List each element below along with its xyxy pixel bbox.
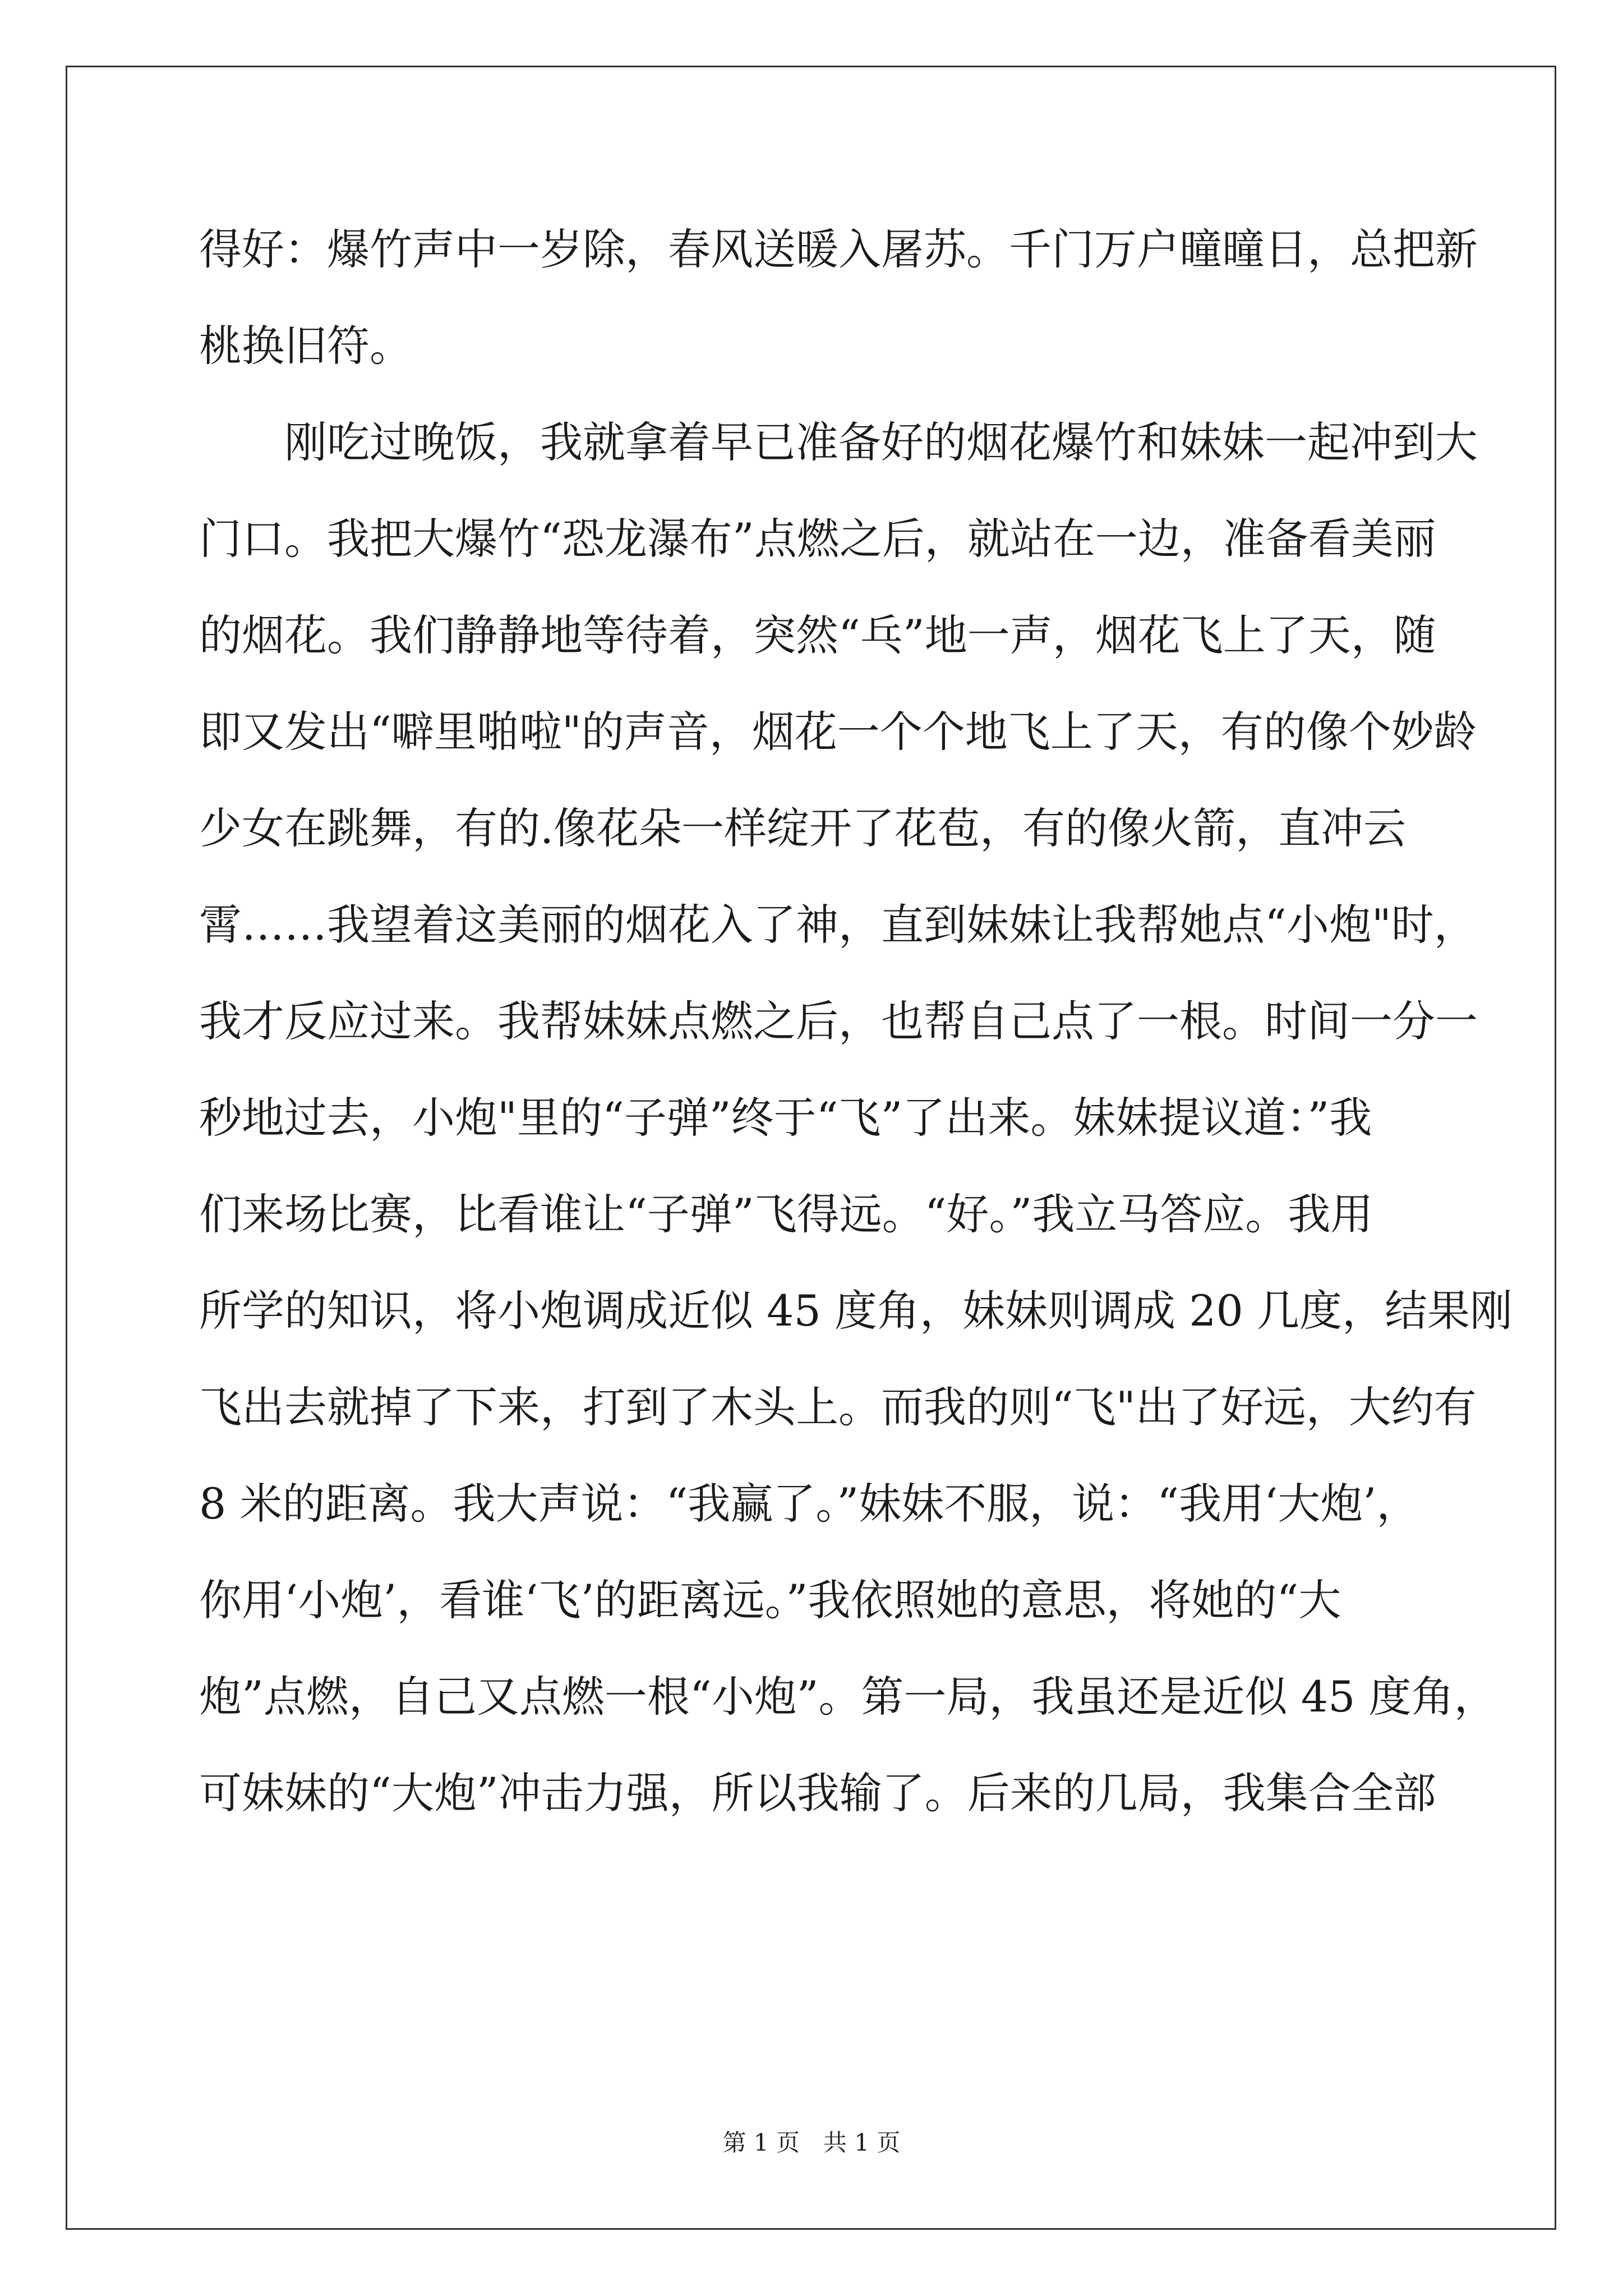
text-line: 可妹妹的“大炮”冲击力强，所以我输了。后来的几局，我集合全部 bbox=[199, 1768, 1436, 1818]
text-line: 门口。我把大爆竹“恐龙瀑布”点燃之后，就站在一边，准备看美丽 bbox=[199, 514, 1436, 564]
text-line: 的烟花。我们静静地等待着，突然“乓”地一声，烟花飞上了天，随 bbox=[199, 610, 1436, 660]
text-line: 少女在跳舞，有的.像花朵一样绽开了花苞，有的像火箭，直冲云 bbox=[199, 803, 1407, 853]
text-line: 们来场比赛，比看谁让“子弹”飞得远。“好。”我立马答应。我用 bbox=[199, 1189, 1373, 1239]
text-line: 刚吃过晚饭，我就拿着早已准备好的烟花爆竹和妹妹一起冲到大 bbox=[199, 417, 1478, 467]
text-line: 桃换旧符。 bbox=[199, 321, 412, 371]
text-line: 秒地过去，小炮"里的“子弹”终于“飞”了出来。妹妹提议道：”我 bbox=[199, 1093, 1372, 1143]
text-line: 你用‘小炮’，看谁‘飞’的距离远。”我依照她的意思，将她的“大 bbox=[199, 1575, 1341, 1625]
text-line: 得好：爆竹声中一岁除，春风送暖入屠苏。千门万户曈曈日，总把新 bbox=[199, 224, 1478, 274]
text-line: 所学的知识，将小炮调成近似 45 度角，妹妹则调成 20 几度，结果刚 bbox=[199, 1286, 1513, 1336]
document-body bbox=[199, 216, 1513, 1856]
text-line: 8 米的距离。我大声说：“我赢了。”妹妹不服，说：“我用‘大炮’， bbox=[199, 1479, 1419, 1529]
text-line: 即又发出“噼里啪啦"的声音，烟花一个个地飞上了天，有的像个妙龄 bbox=[199, 707, 1477, 757]
page-number-footer: 第 1 页 共 1 页 bbox=[722, 2129, 901, 2156]
text-line: 霄……我望着这美丽的烟花入了神，直到妹妹让我帮她点“小炮"时， bbox=[199, 900, 1477, 950]
text-line: 我才反应过来。我帮妹妹点燃之后，也帮自己点了一根。时间一分一 bbox=[199, 996, 1478, 1046]
text-line: 炮”点燃，自己又点燃一根“小炮”。第一局，我虽还是近似 45 度角， bbox=[199, 1672, 1497, 1722]
text-line: 飞出去就掉了下来，打到了木头上。而我的则“飞"出了好远，大约有 bbox=[199, 1382, 1477, 1432]
